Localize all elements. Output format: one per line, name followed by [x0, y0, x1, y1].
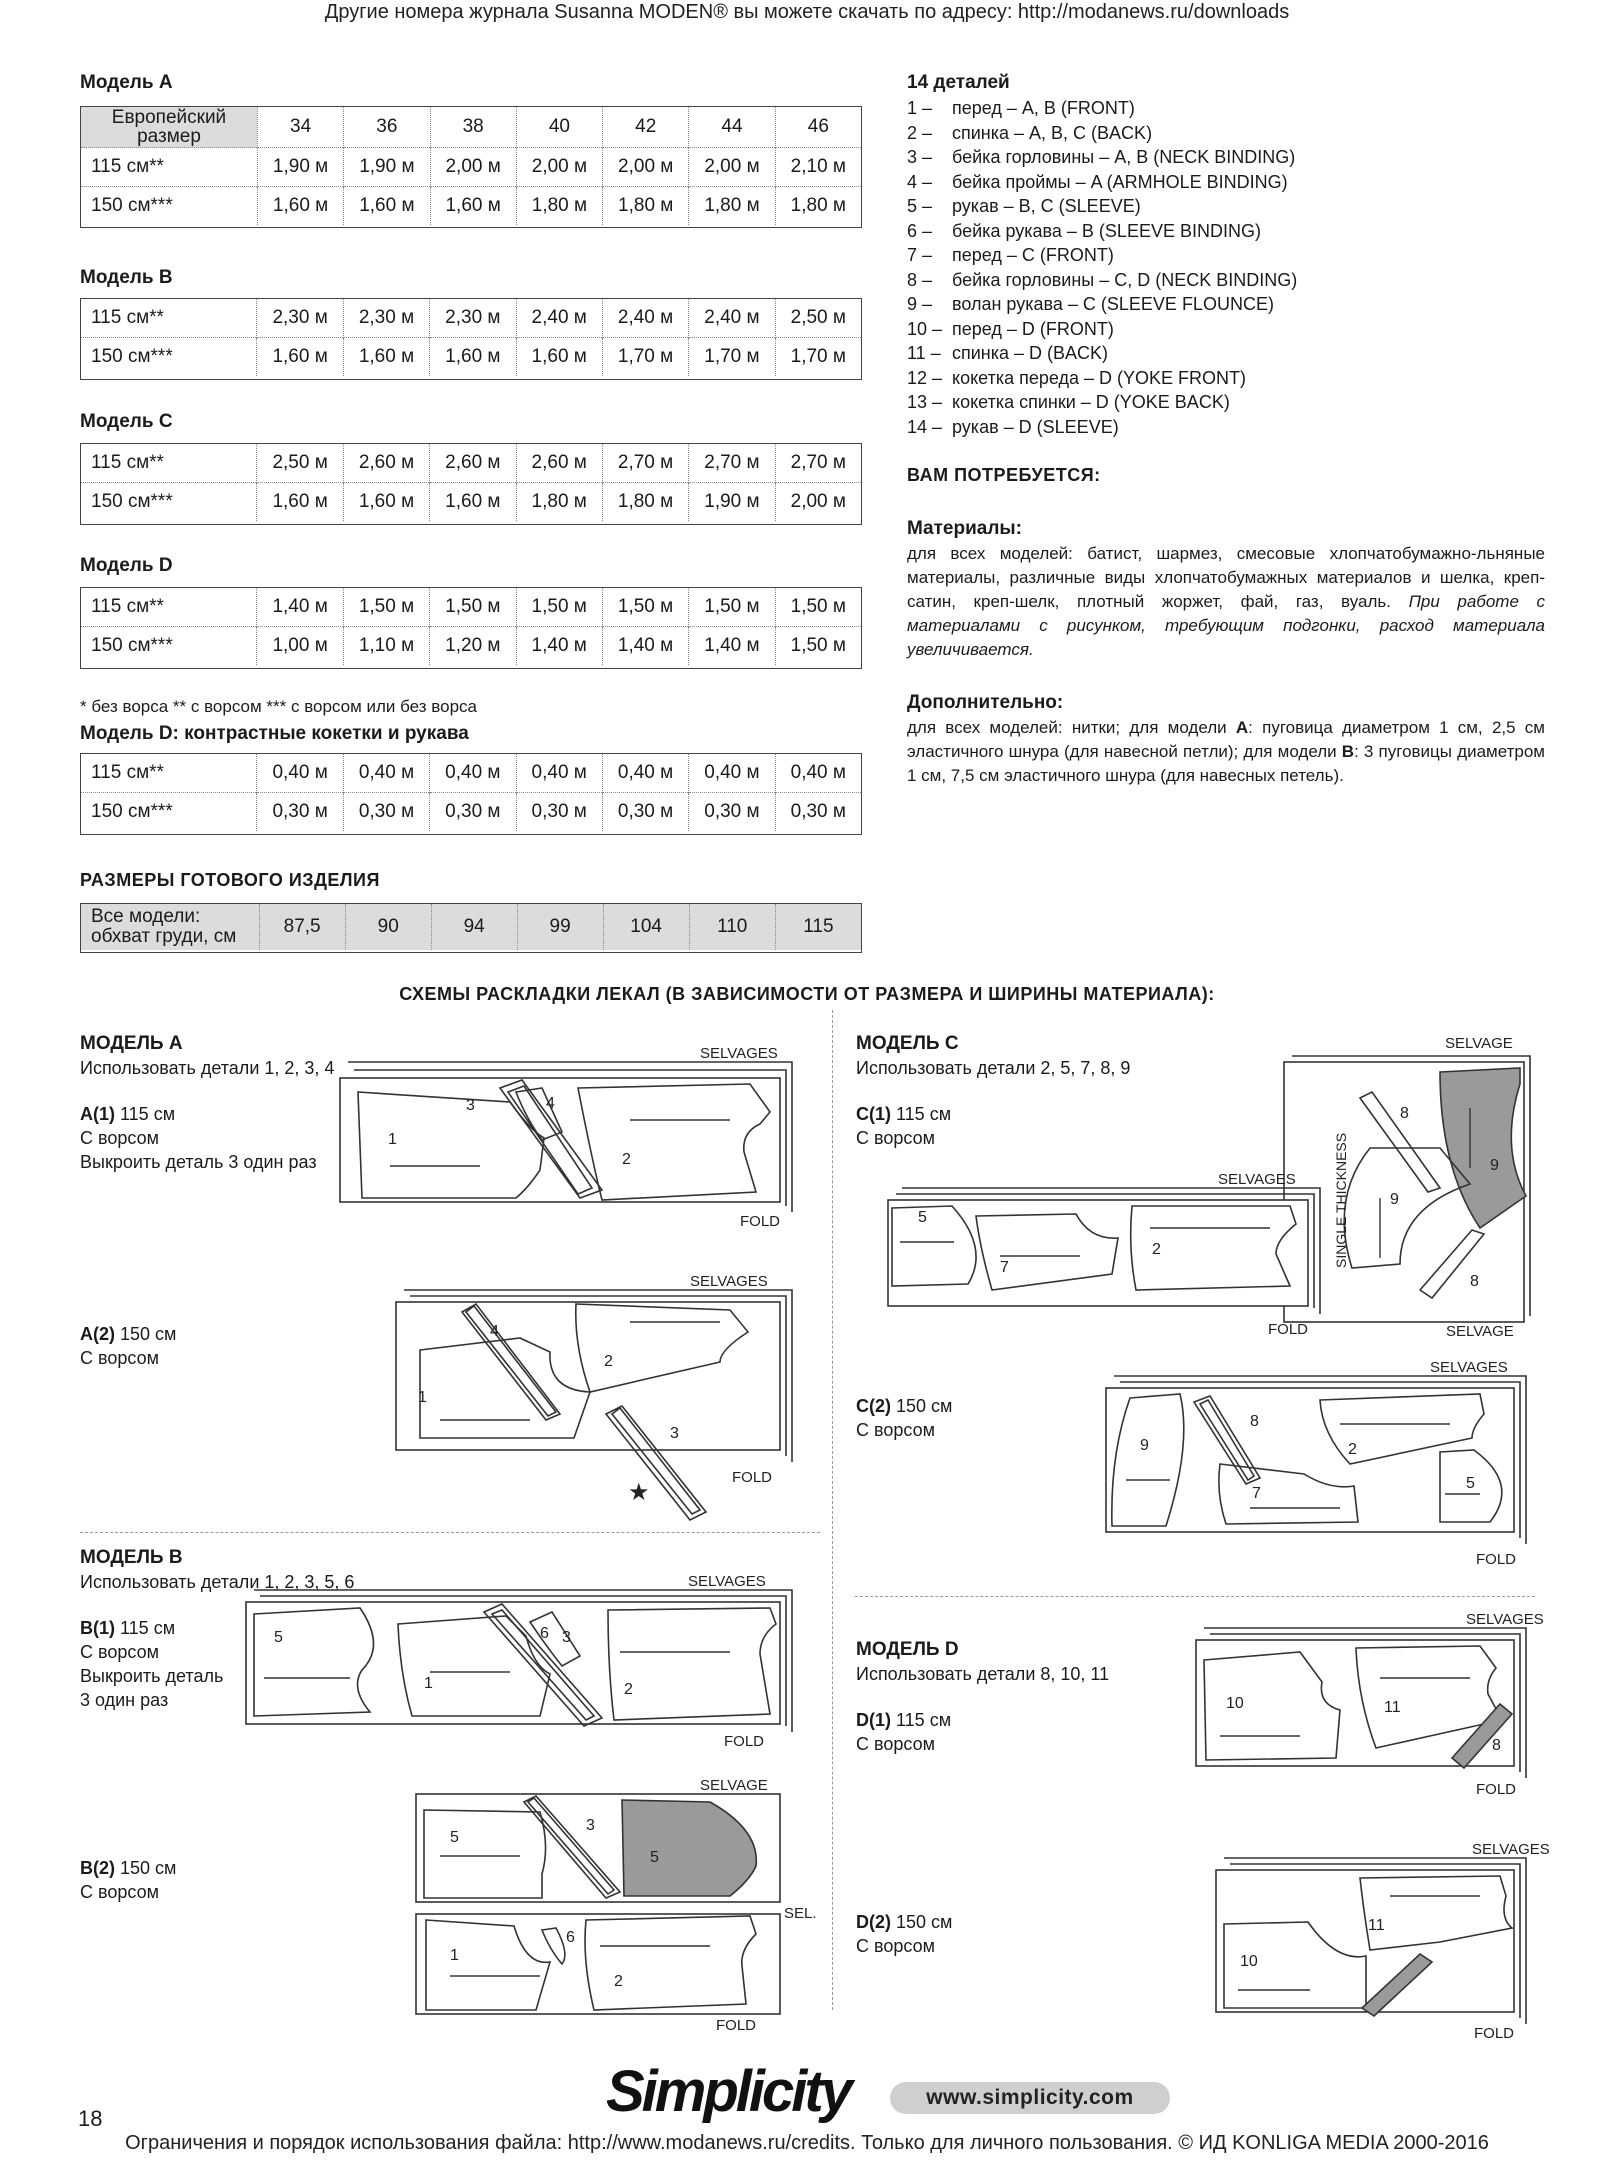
- model-d-use: Использовать детали 8, 10, 11: [856, 1664, 1110, 1684]
- svg-text:8: 8: [1400, 1105, 1409, 1122]
- svg-text:10: 10: [1226, 1695, 1244, 1712]
- table-cell: 2,70 м: [775, 444, 861, 483]
- table-row: [81, 483, 861, 522]
- finished-label-line1: Все модели:: [91, 906, 201, 927]
- table-title: Модель B: [80, 267, 173, 288]
- part-number: 5 –: [907, 196, 933, 216]
- part-number: 7 –: [907, 245, 933, 265]
- fold-label: FOLD: [1476, 1781, 1517, 1798]
- svg-text:11: 11: [1384, 1699, 1401, 1716]
- part-text: перед – A, B (FRONT): [952, 98, 1135, 118]
- parts-title: 14 деталей: [907, 72, 1010, 93]
- fold-label: FOLD: [1268, 1321, 1309, 1338]
- table-cell: 1,70 м: [775, 338, 861, 377]
- layout-c1-diagram: [880, 1028, 1540, 1358]
- table-cell: 1,50 м: [602, 588, 688, 627]
- row-label: 150 см***: [81, 187, 257, 226]
- svg-text:1: 1: [450, 1947, 459, 1964]
- model-b-title: МОДЕЛЬ B: [80, 1547, 183, 1568]
- svg-text:7: 7: [1252, 1485, 1261, 1502]
- table-cell: 1,60 м: [257, 338, 343, 377]
- part-number: 14 –: [907, 416, 943, 437]
- svg-text:10: 10: [1240, 1953, 1258, 1970]
- table-cell: 1,60 м: [257, 187, 343, 226]
- extra-part2: : пуговица диаметром 1 см, 2,5 см эластичного шнура (для навесной петли); для модели: [907, 718, 1545, 761]
- part-number: 4 –: [907, 171, 933, 192]
- selvages-label: SELVAGES: [700, 1045, 778, 1062]
- svg-text:3: 3: [562, 1629, 571, 1646]
- layout-b2-nap: С ворсом: [80, 1882, 159, 1902]
- table-cell: 2,50 м: [775, 299, 861, 338]
- selvage-label: SELVAGE: [1445, 1035, 1513, 1052]
- svg-text:1: 1: [418, 1389, 427, 1406]
- finished-cell: 104: [603, 904, 689, 950]
- table-cell: 2,70 м: [602, 444, 688, 483]
- table-cell: 0,30 м: [343, 793, 429, 832]
- table-cell: 1,80 м: [775, 187, 861, 226]
- row-label: 115 см**: [91, 452, 164, 473]
- table-cell: 2,40 м: [602, 299, 688, 338]
- layout-b2-code: B(2): [80, 1858, 115, 1878]
- extra-model-a: A: [1235, 718, 1249, 737]
- table-cell: 1,60 м: [343, 483, 429, 522]
- part-item: [907, 390, 1297, 415]
- svg-text:11: 11: [1368, 1917, 1385, 1934]
- extra-part1: для всех моделей: нитки; для модели: [907, 718, 1236, 737]
- fold-label: FOLD: [724, 1733, 765, 1750]
- finished-cell: 87,5: [259, 904, 345, 950]
- layout-b1-diagram: [240, 1570, 810, 1750]
- svg-text:2: 2: [624, 1681, 633, 1698]
- table-cell: 1,70 м: [602, 338, 688, 377]
- fabric-table: [81, 107, 861, 225]
- row-label: 115 см**: [91, 762, 164, 783]
- table-cell: 1,50 м: [516, 588, 602, 627]
- table-cell: 1,60 м: [344, 187, 430, 226]
- part-item: [907, 415, 1297, 440]
- bottom-banner: Ограничения и порядок использования файла: http://www.modanews.ru/credits. Только для личного пользования. © ИД KONLIGA MEDIA 2000-2016: [125, 2132, 1489, 2154]
- schemes-title: СХЕМЫ РАСКЛАДКИ ЛЕКАЛ (В ЗАВИСИМОСТИ ОТ РАЗМЕРА И ШИРИНЫ МАТЕРИАЛА):: [399, 984, 1215, 1004]
- table-cell: 2,70 м: [689, 444, 775, 483]
- layout-a2-labels: [80, 1322, 176, 1370]
- model-a-labels: [80, 1032, 334, 1174]
- extra-title: Дополнительно:: [907, 692, 1064, 713]
- part-text: бейка горловины – C, D (NECK BINDING): [952, 269, 1298, 290]
- table-cell: 1,50 м: [775, 627, 861, 666]
- size-header-cell: 40: [516, 107, 602, 148]
- table-row: [81, 904, 861, 950]
- table-cell: 2,50 м: [257, 444, 343, 483]
- table-cell: 1,80 м: [603, 187, 689, 226]
- table-cell: 1,80 м: [602, 483, 688, 522]
- svg-text:5: 5: [450, 1829, 459, 1846]
- layout-c1-nap: С ворсом: [856, 1128, 935, 1148]
- svg-text:8: 8: [1470, 1273, 1479, 1290]
- finished-cell: 115: [775, 904, 861, 950]
- svg-text:6: 6: [566, 1929, 575, 1946]
- materials-title: Материалы:: [907, 518, 1022, 539]
- part-item: [907, 268, 1297, 293]
- table-cell: 1,50 м: [430, 588, 516, 627]
- selvages-label: SELVAGES: [688, 1573, 766, 1590]
- center-divider: [832, 1010, 833, 2010]
- layout-d1-diagram: [1190, 1608, 1544, 1798]
- table-cell: 1,60 м: [430, 483, 516, 522]
- table-title: Модель C: [80, 411, 173, 432]
- table-cell: 2,40 м: [689, 299, 775, 338]
- layout-b2-diagram: [410, 1777, 817, 2034]
- part-item: [907, 121, 1297, 146]
- part-item: [907, 292, 1297, 317]
- layout-a1-code: A(1): [80, 1104, 115, 1124]
- svg-text:9: 9: [1390, 1191, 1399, 1208]
- part-item: [907, 341, 1297, 366]
- table-cell: 1,10 м: [343, 627, 429, 666]
- layout-c2-width: 150 см: [891, 1396, 953, 1416]
- layout-a2-width: 150 см: [115, 1324, 177, 1344]
- part-number: 9 –: [907, 294, 933, 314]
- part-item: [907, 96, 1297, 121]
- model-b-use: Использовать детали 1, 2, 3, 5, 6: [80, 1572, 355, 1592]
- table-cell: 0,40 м: [430, 754, 516, 793]
- layout-a1-width: 115 см: [115, 1104, 176, 1124]
- part-number: 11 –: [907, 343, 941, 363]
- row-label: 115 см**: [81, 148, 257, 187]
- table-cell: 1,90 м: [257, 148, 343, 187]
- table-cell: 1,50 м: [343, 588, 429, 627]
- svg-text:3: 3: [466, 1097, 475, 1114]
- extra-part3: : 3 пуговицы диаметром 1 см, 7,5 см эластичного шнура (для навесных петель).: [907, 742, 1545, 785]
- svg-text:8: 8: [1250, 1413, 1259, 1430]
- table-cell: 0,40 м: [602, 754, 688, 793]
- part-text: бейка рукава – B (SLEEVE BINDING): [952, 220, 1261, 241]
- finished-cell: 110: [689, 904, 775, 950]
- part-number: 8 –: [907, 269, 933, 290]
- table-cell: 1,80 м: [516, 187, 602, 226]
- part-text: кокетка спинки – D (YOKE BACK): [952, 392, 1230, 412]
- part-number: 6 –: [907, 220, 933, 241]
- size-header-cell: 46: [775, 107, 861, 148]
- row-label: 150 см***: [81, 483, 257, 522]
- part-number: 3 –: [907, 147, 933, 167]
- table-cell: 0,30 м: [516, 793, 602, 832]
- star-icon: ★: [628, 1479, 650, 1506]
- layout-a2-diagram: [390, 1266, 810, 1516]
- size-header-cell: 34: [257, 107, 343, 148]
- svg-text:5: 5: [918, 1209, 927, 1226]
- row-label: 115 см**: [91, 596, 164, 617]
- layout-a1-note: Выкроить деталь 3 один раз: [80, 1152, 317, 1172]
- table-cell: 1,60 м: [257, 483, 343, 522]
- page-number: 18: [78, 2106, 103, 2131]
- part-text: рукав – B, C (SLEEVE): [952, 196, 1141, 216]
- fold-label: FOLD: [740, 1213, 781, 1230]
- part-item: [907, 170, 1297, 195]
- model-a-use: Использовать детали 1, 2, 3, 4: [80, 1058, 335, 1078]
- table-row: [81, 793, 861, 832]
- table-cell: 2,00 м: [689, 148, 775, 187]
- svg-text:2: 2: [604, 1353, 613, 1370]
- part-item: [907, 317, 1297, 342]
- size-header-cell: 38: [430, 107, 516, 148]
- part-number: 13 –: [907, 392, 943, 412]
- fold-label: FOLD: [1474, 2025, 1515, 2042]
- fabric-table: [81, 299, 861, 376]
- layout-d1-nap: С ворсом: [856, 1734, 935, 1754]
- part-number: 2 –: [907, 122, 933, 143]
- table-cell: 1,50 м: [775, 588, 861, 627]
- fabric-table: [81, 588, 861, 665]
- simplicity-logo: Simplicity: [606, 2059, 850, 2124]
- table-cell: 2,30 м: [257, 299, 343, 338]
- table-cell: 0,40 м: [775, 754, 861, 793]
- part-text: спинка – D (BACK): [952, 343, 1109, 363]
- svg-text:9: 9: [1140, 1437, 1149, 1454]
- table-cell: 1,60 м: [430, 187, 516, 226]
- part-text: бейка проймы – A (ARMHOLE BINDING): [952, 171, 1288, 192]
- table-cell: 0,40 м: [516, 754, 602, 793]
- table-cell: 2,40 м: [516, 299, 602, 338]
- table-cell: 0,40 м: [343, 754, 429, 793]
- svg-text:3: 3: [670, 1425, 679, 1442]
- table-cell: 1,40 м: [257, 588, 343, 627]
- layout-c2-code: C(2): [856, 1396, 891, 1416]
- svg-text:2: 2: [622, 1151, 631, 1168]
- layout-b1-width: 115 см: [115, 1618, 176, 1638]
- table-cell: 0,30 м: [602, 793, 688, 832]
- finished-cell: 94: [431, 904, 517, 950]
- part-item: [907, 194, 1297, 219]
- layout-d2-width: 150 см: [891, 1912, 953, 1932]
- table-cell: 1,40 м: [689, 627, 775, 666]
- table-cell: 0,30 м: [257, 793, 343, 832]
- finished-table: [81, 904, 861, 950]
- sel-label: SEL.: [784, 1905, 817, 1922]
- layout-b1-nap: С ворсом: [80, 1642, 159, 1662]
- svg-text:5: 5: [274, 1629, 283, 1646]
- table-cell: 1,80 м: [689, 187, 775, 226]
- layout-d2-diagram: [1210, 1838, 1550, 2048]
- part-text: перед – C (FRONT): [952, 245, 1114, 265]
- layout-b2-width: 150 см: [115, 1858, 177, 1878]
- layout-c2-nap: С ворсом: [856, 1420, 935, 1440]
- svg-text:5: 5: [650, 1849, 659, 1866]
- finished-label-line2: обхват груди, см: [91, 926, 237, 947]
- layout-c2-diagram: [1100, 1354, 1540, 1584]
- materials-text: [907, 542, 1545, 662]
- row-label: 150 см***: [81, 338, 257, 377]
- layout-c1-code: C(1): [856, 1104, 891, 1124]
- svg-text:2: 2: [1152, 1241, 1161, 1258]
- size-header-row: [81, 107, 861, 148]
- selvages-label: SELVAGES: [1472, 1841, 1550, 1858]
- svg-text:4: 4: [490, 1323, 499, 1340]
- table-title: Модель D: [80, 555, 173, 576]
- part-number: 10 –: [907, 318, 943, 339]
- table-cell: 2,00 м: [516, 148, 602, 187]
- finished-cell: 90: [345, 904, 431, 950]
- table-cell: 1,60 м: [343, 338, 429, 377]
- finished-label: [81, 904, 259, 950]
- parts-list: [907, 96, 1297, 439]
- size-header-cell: 36: [344, 107, 430, 148]
- layout-a1-nap: С ворсом: [80, 1128, 159, 1148]
- table-cell: 2,60 м: [343, 444, 429, 483]
- fabric-table: [81, 754, 861, 831]
- part-item: [907, 219, 1297, 244]
- model-a-title: МОДЕЛЬ A: [80, 1033, 183, 1054]
- selvages-label: SELVAGES: [690, 1273, 768, 1290]
- divider-right: [855, 1596, 1535, 1597]
- row-label: 150 см***: [81, 793, 257, 832]
- finished-sizes-title: РАЗМЕРЫ ГОТОВОГО ИЗДЕЛИЯ: [80, 870, 380, 890]
- layout-b1-note1: Выкроить деталь: [80, 1666, 224, 1686]
- selvages-label: SELVAGES: [1430, 1359, 1508, 1376]
- single-thickness-label: SINGLE THICKNESS: [1333, 1132, 1349, 1268]
- table-cell: 0,30 м: [775, 793, 861, 832]
- table-cell: 2,00 м: [775, 483, 861, 522]
- table-cell: 2,00 м: [603, 148, 689, 187]
- table-row: [81, 444, 861, 483]
- size-header-cell: 44: [689, 107, 775, 148]
- materials-body: для всех моделей: батист, шармез, смесовые хлопчатобумажно-льняные материалы, различные виды хлопчатобумажных материалов и шелка, креп-сатин, креп-шелк, плотный жоржет, фай, газ, вуаль.: [907, 544, 1545, 611]
- table-cell: 2,30 м: [343, 299, 429, 338]
- svg-text:3: 3: [586, 1817, 595, 1834]
- model-d-labels: [856, 1638, 1109, 1756]
- simplicity-url[interactable]: www.simplicity.com: [890, 2082, 1170, 2114]
- part-text: перед – D (FRONT): [952, 318, 1114, 339]
- model-c-title: МОДЕЛЬ C: [856, 1033, 959, 1054]
- table-cell: 2,10 м: [775, 148, 861, 187]
- svg-text:5: 5: [1466, 1475, 1475, 1492]
- layout-a2-nap: С ворсом: [80, 1348, 159, 1368]
- svg-text:9: 9: [1490, 1157, 1499, 1174]
- layout-a1-diagram: [330, 1040, 810, 1230]
- layout-a2-code: A(2): [80, 1324, 115, 1344]
- table-row: [81, 148, 861, 187]
- fold-label: FOLD: [716, 2017, 757, 2034]
- table-cell: 1,90 м: [344, 148, 430, 187]
- size-header-cell: 42: [603, 107, 689, 148]
- layout-d2-nap: С ворсом: [856, 1936, 935, 1956]
- size-header-label: Европейский размер: [81, 107, 257, 148]
- table-row: [81, 754, 861, 793]
- table-cell: 1,60 м: [516, 338, 602, 377]
- finished-cell: 99: [517, 904, 603, 950]
- table-cell: 0,40 м: [689, 754, 775, 793]
- selvage-label: SELVAGE: [1446, 1323, 1514, 1340]
- model-d-title: МОДЕЛЬ D: [856, 1639, 959, 1660]
- table-title: Модель D: контрастные кокетки и рукава: [80, 723, 469, 744]
- layout-c2-labels: [856, 1394, 952, 1442]
- extra-text: [907, 716, 1545, 788]
- table-cell: 1,40 м: [602, 627, 688, 666]
- row-label: 115 см**: [91, 307, 164, 328]
- part-item: [907, 366, 1297, 391]
- top-banner: Другие номера журнала Susanna MODEN® вы можете скачать по адресу: http://modanews.ru/downloads: [324, 1, 1290, 23]
- svg-text:6: 6: [540, 1625, 549, 1642]
- table-cell: 1,00 м: [257, 627, 343, 666]
- table-row: [81, 338, 861, 377]
- table-cell: 2,60 м: [516, 444, 602, 483]
- table-row: [81, 588, 861, 627]
- table-cell: 1,50 м: [689, 588, 775, 627]
- part-text: бейка горловины – A, B (NECK BINDING): [952, 147, 1296, 167]
- svg-text:4: 4: [546, 1095, 555, 1112]
- part-item: [907, 145, 1297, 170]
- table-cell: 0,30 м: [689, 793, 775, 832]
- layout-d1-code: D(1): [856, 1710, 891, 1730]
- fold-label: FOLD: [732, 1469, 773, 1486]
- svg-text:2: 2: [1348, 1441, 1357, 1458]
- table-cell: 1,60 м: [430, 338, 516, 377]
- table-cell: 1,70 м: [689, 338, 775, 377]
- materials-note: При работе с материалами с рисунком, требующим подгонки, расход материала увеличивается.: [907, 592, 1546, 659]
- svg-text:2: 2: [614, 1973, 623, 1990]
- table-cell: 1,80 м: [516, 483, 602, 522]
- selvages-label: SELVAGES: [1218, 1171, 1296, 1188]
- selvage-label: SELVAGE: [700, 1777, 768, 1794]
- table-cell: 2,30 м: [430, 299, 516, 338]
- part-text: кокетка переда – D (YOKE FRONT): [952, 367, 1247, 388]
- part-text: спинка – A, B, C (BACK): [952, 122, 1153, 143]
- layout-b1-note2: 3 один раз: [80, 1690, 169, 1710]
- model-c-use: Использовать детали 2, 5, 7, 8, 9: [856, 1058, 1131, 1078]
- table-cell: 0,30 м: [430, 793, 516, 832]
- table-row: [81, 627, 861, 666]
- selvages-label: SELVAGES: [1466, 1611, 1544, 1628]
- layout-d2-labels: [856, 1910, 952, 1958]
- layout-c1-width: 115 см: [891, 1104, 952, 1124]
- layout-d2-code: D(2): [856, 1912, 891, 1932]
- table-row: [81, 299, 861, 338]
- table-row: [81, 187, 861, 226]
- divider-left: [80, 1532, 820, 1533]
- svg-text:7: 7: [1000, 1259, 1009, 1276]
- layout-d1-width: 115 см: [891, 1710, 952, 1730]
- layout-b2-labels: [80, 1856, 176, 1904]
- table-cell: 1,90 м: [689, 483, 775, 522]
- needs-title: ВАМ ПОТРЕБУЕТСЯ:: [907, 465, 1101, 485]
- part-text: рукав – D (SLEEVE): [952, 416, 1119, 437]
- table-cell: 2,60 м: [430, 444, 516, 483]
- row-label: 150 см***: [81, 627, 257, 666]
- table-title: Модель A: [80, 72, 173, 93]
- table-cell: 2,00 м: [430, 148, 516, 187]
- table-cell: 1,40 м: [516, 627, 602, 666]
- part-number: 12 –: [907, 367, 943, 388]
- svg-text:1: 1: [388, 1131, 397, 1148]
- table-cell: 0,40 м: [257, 754, 343, 793]
- layout-b1-code: B(1): [80, 1618, 115, 1638]
- table-cell: 1,20 м: [430, 627, 516, 666]
- part-text: волан рукава – C (SLEEVE FLOUNCE): [952, 294, 1274, 314]
- part-item: [907, 243, 1297, 268]
- svg-text:8: 8: [1492, 1737, 1501, 1754]
- footnote: * без ворса ** с ворсом *** с ворсом или без ворса: [80, 697, 477, 716]
- extra-model-b: B: [1341, 742, 1355, 761]
- part-number: 1 –: [907, 98, 933, 118]
- fold-label: FOLD: [1476, 1551, 1517, 1568]
- svg-text:1: 1: [424, 1675, 433, 1692]
- fabric-table: [81, 444, 861, 521]
